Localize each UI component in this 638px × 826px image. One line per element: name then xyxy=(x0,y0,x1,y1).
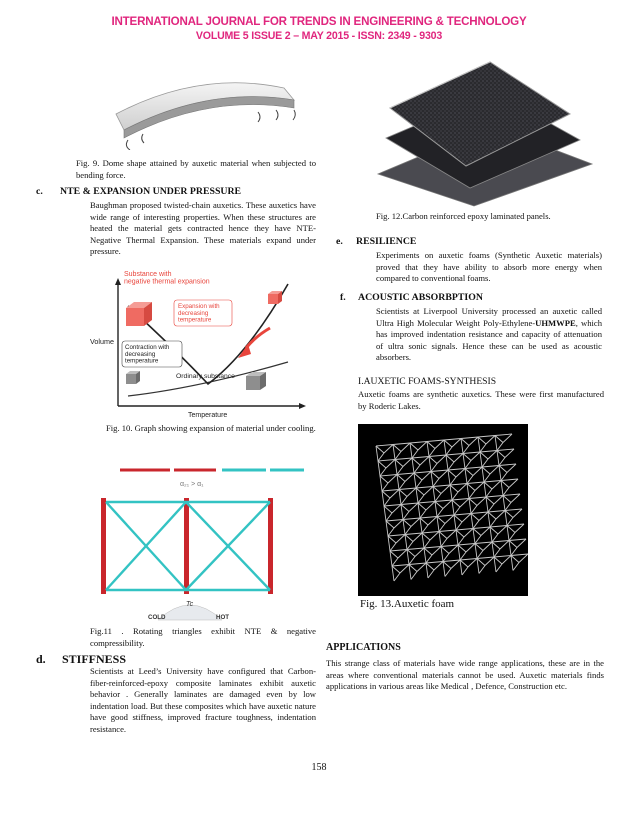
journal-title: INTERNATIONAL JOURNAL FOR TRENDS IN ENGINEERING & TECHNOLOGY xyxy=(111,15,527,28)
section-d-label: d. xyxy=(36,652,46,666)
fig11-caption: Fig.11 . Rotating triangles exhibit NTE & negative compressibility. xyxy=(90,626,316,648)
section-f-text-a: Scientists at Liverpool University processed an auxetic called Ultra High Molecular Weight Poly-Ethylene- xyxy=(376,306,602,328)
section-d-title: STIFFNESS xyxy=(62,652,127,666)
section-d-text: Scientists at Leed’s University have configured that Carbon-fiber-reinforced-epoxy composite laminates exhibit auxetic behavior . Generally laminates are damaged even by low indentation load. But these composites which have auxetic nature have good stiffness, improved fracture toughness, indentation resistance. xyxy=(90,666,316,734)
label-tc: Tc xyxy=(186,601,194,608)
bar-right xyxy=(268,498,273,594)
section-e-label: e. xyxy=(336,236,343,247)
label-cold: COLD xyxy=(148,614,166,621)
section-e-title: RESILIENCE xyxy=(356,236,417,247)
fig10-thermal-expansion-graph xyxy=(88,266,310,420)
section-c-heading xyxy=(36,186,326,197)
journal-volume-issn: VOLUME 5 ISSUE 2 – MAY 2015 - ISSN: 2349 - 9303 xyxy=(195,30,443,42)
label-expansion: Expansion with decreasing temperature xyxy=(178,303,220,324)
fig13-auxetic-foam-image xyxy=(358,424,528,596)
label-contraction: Contraction with decreasing temperature xyxy=(125,344,170,365)
section-c-text: Baughman proposed twisted-chain auxetics. These auxetics have wide range of interesting properties. When these structures are heated the material gets contracted hence they have NTE-Negative Thermal Expansion. These materials expand under pressure. xyxy=(90,200,316,257)
page-number: 158 xyxy=(311,762,327,773)
red-cube-large xyxy=(126,302,152,326)
section-d-heading xyxy=(36,652,326,667)
section-f-label: f. xyxy=(340,292,346,303)
fig9-caption: Fig. 9. Dome shape attained by auxetic material when subjected to bending force. xyxy=(76,158,316,180)
bar-left xyxy=(101,498,106,594)
fig13-caption: Fig. 13.Auxetic foam xyxy=(360,598,455,610)
fig12-carbon-panels-image xyxy=(374,56,596,208)
section-e-heading xyxy=(336,236,626,247)
label-temperature: Temperature xyxy=(188,412,228,419)
section-c-label: c. xyxy=(36,186,43,197)
section-e-text: Experiments on auxetic foams (Synthetic Auxetic materials) proved that they have ability to absorb more energy when compared to conventional foams. xyxy=(376,250,602,284)
gray-cube-small xyxy=(126,371,140,384)
label-ordinary: Ordinary substance xyxy=(176,373,235,380)
gray-cube-large xyxy=(246,372,266,390)
fig9-dome-figure xyxy=(108,76,308,150)
label-volume: Volume xyxy=(90,337,114,346)
fig10-caption: Fig. 10. Graph showing expansion of material under cooling. xyxy=(106,423,316,433)
section-f-text xyxy=(376,306,602,364)
label-alpha: α₂₁ > α₁ xyxy=(180,481,204,488)
section-f-title: ACOUSTIC ABSORBPTION xyxy=(358,292,483,303)
synthesis-text: Auxetic foams are synthetic auxetics. These were first manufactured by Roderic Lakes. xyxy=(358,389,604,411)
section-f-text-b: , which has improved indentation resistance and capacity of attenuation of ultra sonic signals. Hence these can be used as acoustic absorbers. xyxy=(376,317,602,363)
applications-text: This strange class of materials have wide range applications, these are in the areas where conventional materials cannot be used. Auxetic materials finds applications in various areas like Medical , Defence, Construction etc. xyxy=(326,658,604,692)
synthesis-heading: I.AUXETIC FOAMS-SYNTHESIS xyxy=(358,376,497,387)
bar-middle xyxy=(184,498,189,594)
red-cube-small xyxy=(268,291,282,304)
section-f-heading xyxy=(340,292,630,303)
label-hot: HOT xyxy=(216,614,230,621)
uhmwpe-term: UHMWPE xyxy=(535,317,576,328)
applications-heading: APPLICATIONS xyxy=(326,642,401,653)
section-c-title: NTE & EXPANSION UNDER PRESSURE xyxy=(60,186,242,197)
fig11-rotating-triangles xyxy=(90,456,312,622)
label-substance: Substance with negative thermal expansion xyxy=(124,271,210,286)
fig12-caption: Fig. 12.Carbon reinforced epoxy laminated panels. xyxy=(376,211,551,221)
